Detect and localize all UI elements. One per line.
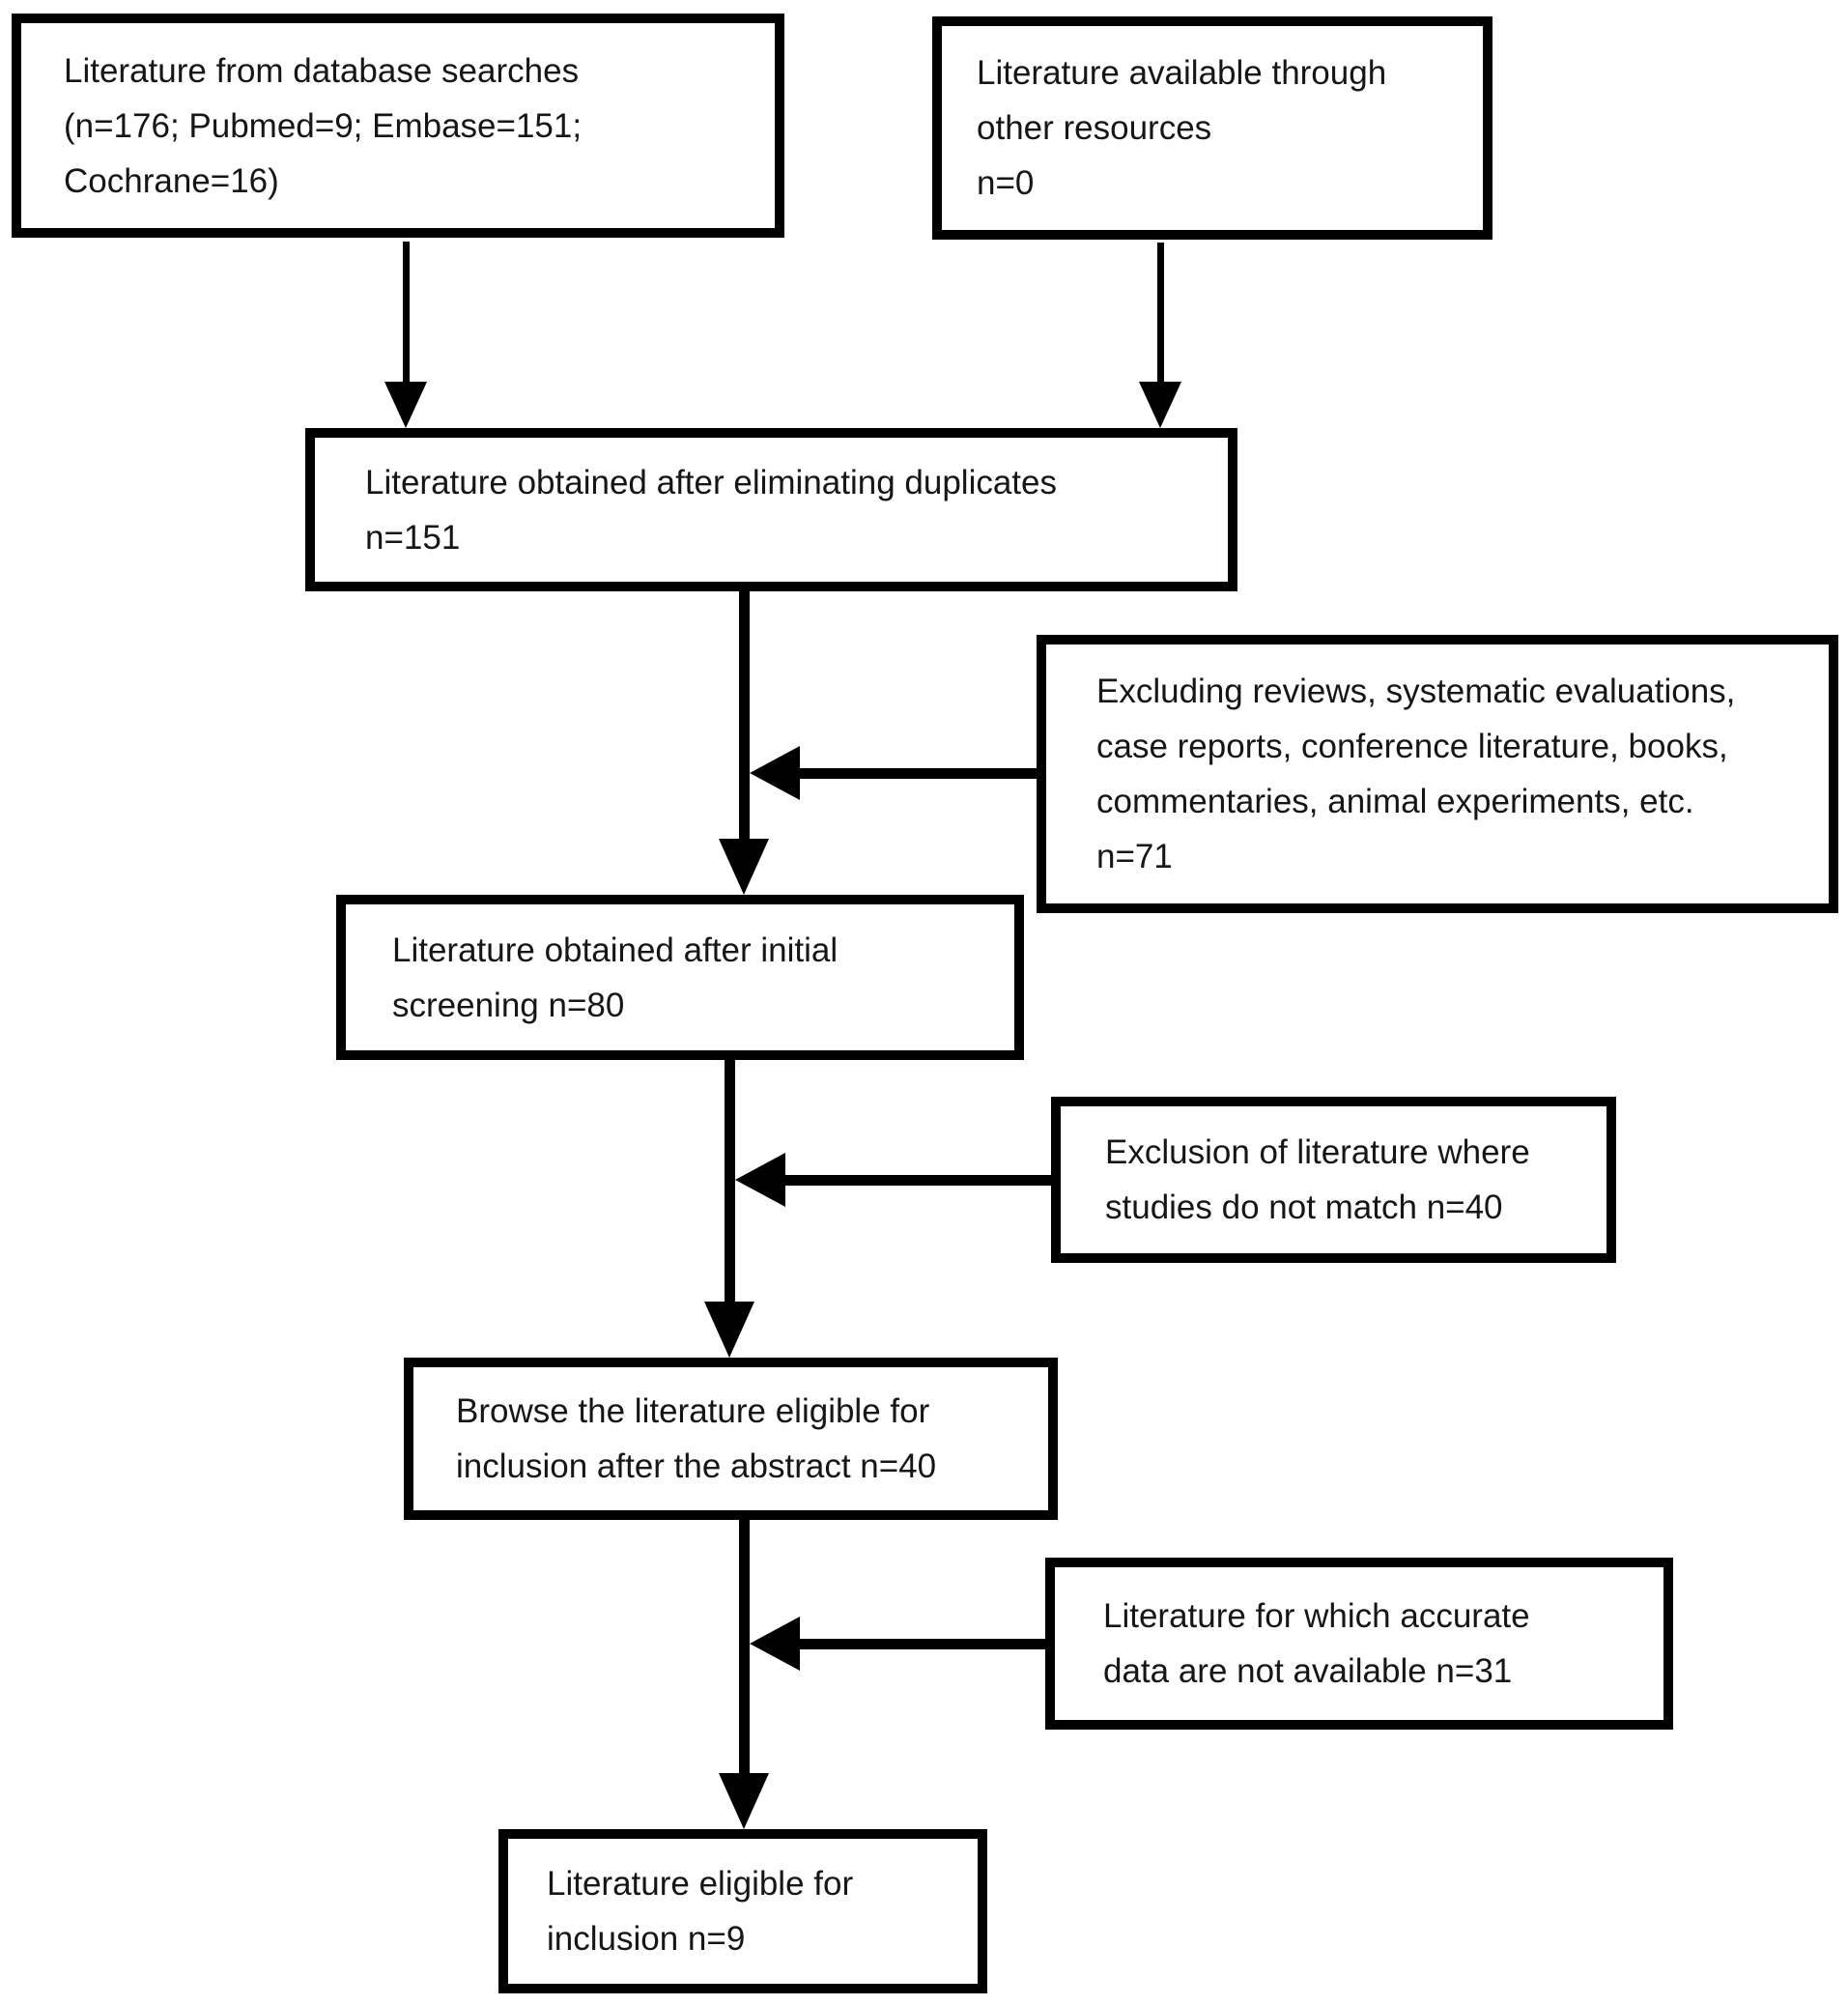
text-line: screening n=80: [392, 986, 625, 1024]
text-line: Literature from database searches: [64, 51, 580, 90]
arrow-duplicates-to-screening-line: [739, 590, 750, 841]
text-line: n=0: [977, 164, 1035, 202]
box-after-duplicates: [305, 428, 1237, 591]
text-line: (n=176; Pubmed=9; Embase=151;: [64, 106, 583, 145]
text-line: data are not available n=31: [1103, 1652, 1513, 1690]
arrow-screening-to-browse-head: [704, 1302, 754, 1358]
text-line: Literature eligible for: [547, 1865, 854, 1903]
text-line: other resources: [977, 109, 1212, 147]
arrow-database-to-duplicates-head: [384, 382, 427, 428]
arrow-excluded-mismatch-line: [785, 1175, 1051, 1186]
text-line: Literature obtained after eliminating duplicates: [365, 463, 1057, 501]
arrow-other-to-duplicates-head: [1139, 382, 1181, 428]
text-line: Literature available through: [977, 54, 1387, 92]
arrow-excluded-initial-head: [750, 746, 800, 800]
text-line: Excluding reviews, systematic evaluations,: [1096, 673, 1736, 710]
box-other-resources: [932, 16, 1493, 240]
arrow-no-accurate-data-line: [800, 1639, 1045, 1649]
text-line: inclusion after the abstract n=40: [456, 1447, 937, 1485]
arrow-excluded-initial-line: [800, 768, 1037, 779]
text-line: Cochrane=16): [64, 161, 279, 200]
text-line: n=151: [365, 518, 461, 557]
text-line: Literature obtained after initial: [392, 931, 839, 969]
arrow-screening-to-browse-line: [725, 1060, 735, 1302]
text-line: Exclusion of literature where: [1105, 1133, 1530, 1171]
arrow-no-accurate-data-head: [750, 1617, 800, 1671]
text-line: Browse the literature eligible for: [456, 1392, 930, 1430]
arrow-browse-to-eligible-line: [739, 1520, 750, 1773]
box-no-accurate-data: [1045, 1558, 1673, 1730]
arrow-database-to-duplicates-line: [403, 242, 410, 384]
text-line: case reports, conference literature, books,: [1096, 728, 1728, 765]
text-line: n=71: [1096, 838, 1173, 875]
box-browse-abstract: [404, 1358, 1058, 1520]
box-initial-screening: [336, 895, 1024, 1060]
box-eligible-inclusion: [498, 1829, 987, 1993]
box-excluded-initial: [1037, 635, 1838, 913]
arrow-duplicates-to-screening-head: [719, 839, 769, 895]
arrow-excluded-mismatch-head: [735, 1153, 785, 1207]
text-line: commentaries, animal experiments, etc.: [1096, 783, 1694, 820]
arrow-browse-to-eligible-head: [719, 1773, 769, 1829]
box-database-searches: [12, 14, 784, 238]
text-line: Literature for which accurate: [1103, 1597, 1530, 1635]
text-line: inclusion n=9: [547, 1920, 746, 1958]
box-excluded-mismatch: [1051, 1097, 1616, 1263]
text-line: studies do not match n=40: [1105, 1189, 1503, 1226]
arrow-other-to-duplicates-line: [1157, 243, 1164, 384]
